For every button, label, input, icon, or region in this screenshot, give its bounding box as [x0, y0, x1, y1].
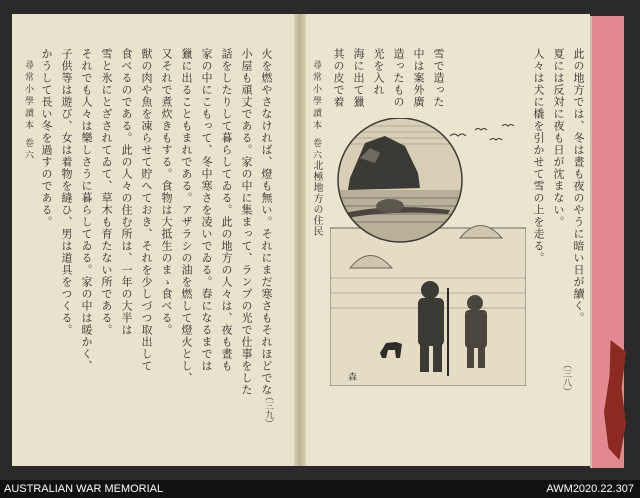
left-text-col: 又それで煮炊きもする。食物は大抵生のまゝ食べる。 [160, 48, 173, 336]
archive-caption-bar [0, 480, 640, 498]
right-text-col: 此の地方では、冬は晝も夜のやうに暗い日が續く。 [572, 48, 585, 324]
right-text-col: 人々は犬に橇を引かせて雪の上を走る。 [532, 48, 545, 264]
left-text-col: 話をしたりして暮らしてゐる。此の地方の人々は、夜も晝も [220, 48, 233, 372]
right-text-col: 夏には反対に夜も日が沈まない。 [552, 48, 565, 228]
left-text-col: それでも人々は樂しさうに暮らしてゐる。家の中は暖かく、 [80, 48, 93, 372]
left-text-col: 獣の肉や魚を凍らせて貯へておき、それを少しづつ取出して [140, 48, 153, 372]
institution-name: AUSTRALIAN WAR MEMORIAL [4, 483, 164, 495]
left-text-col: 火を燃やさなければ、燈も無い。それにまだ寒さもそれほどでな [260, 48, 273, 396]
accession-number: AWM2020.22.307 [546, 483, 634, 495]
left-text-col: 雪と氷にとざされてゐて、草木も育たない所である。 [100, 48, 113, 336]
illustration-caption: 北極地方の住民 [311, 160, 322, 237]
right-text-col: 雪で造った [432, 48, 445, 108]
left-text-col: かうして長い冬を過すのである。 [40, 48, 53, 228]
right-text-col: 造ったもの [392, 48, 405, 108]
left-text-col: 小屋も頑丈である。家の中に集まって、ランプの光で仕事をした [240, 48, 253, 396]
arctic-illustration [330, 118, 526, 386]
left-text-col: 食べるのである。此の人々の住む所は、一年の大半は [120, 48, 133, 336]
right-text-col: 其の皮で着 [332, 48, 345, 108]
left-page-number: （三九） [263, 392, 273, 428]
left-page [12, 14, 300, 466]
book-gutter [294, 14, 306, 466]
left-text-col: 子供等は遊び、女は着物を縫ひ、男は道具をつくる。 [60, 48, 73, 336]
artist-signature: 森 [348, 373, 358, 383]
left-text-col: 獵に出ることもまれである。アザラシの油を燃して燈火とし、 [180, 48, 193, 384]
left-running-head: 尋常小學讀本 卷六 [23, 60, 33, 162]
right-text-col: 中は案外廣 [412, 48, 425, 108]
right-text-col: 光を入れ [372, 48, 385, 96]
left-text-col: 家の中にこもって、冬中寒さを凌いでゐる。春になるまでは [200, 48, 213, 372]
right-text-col: 海に出て獵 [352, 48, 365, 108]
right-running-head: 尋常小學讀本 卷六 [311, 60, 321, 162]
right-page-number: （三八） [561, 360, 571, 396]
